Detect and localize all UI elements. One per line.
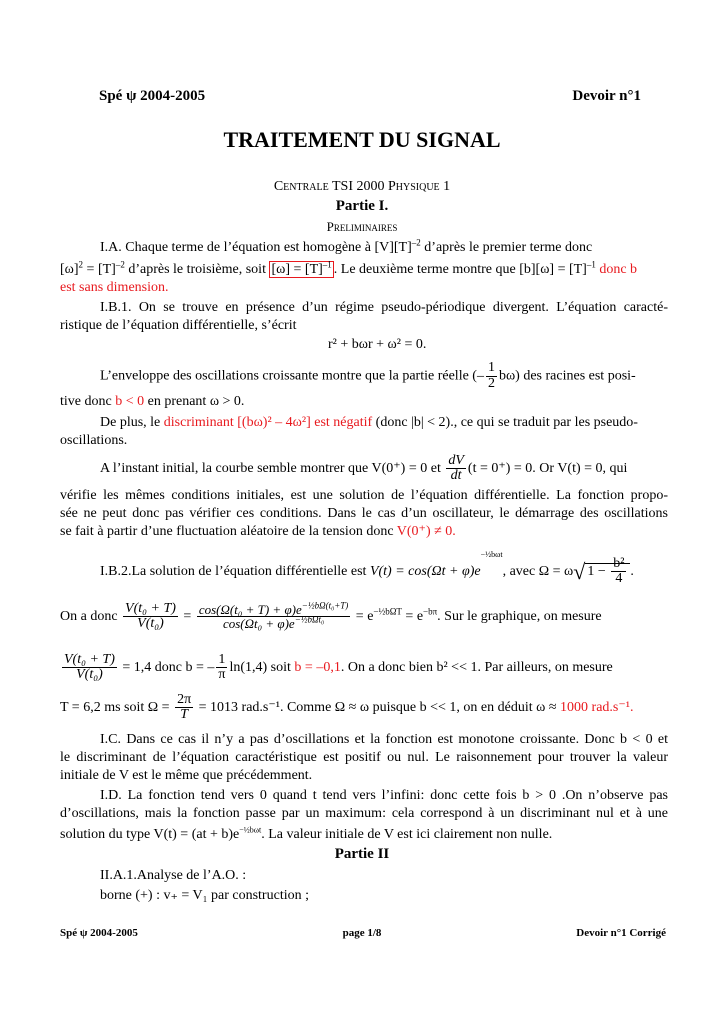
footer-left: Spé ψ 2004-2005 xyxy=(60,927,138,939)
page-title: TRAITEMENT DU SIGNAL xyxy=(223,127,501,152)
ia-boxed-result: $[\omega] = [T]^{-1}$ xyxy=(271,259,332,277)
footer-page: page 1/8 xyxy=(342,927,382,939)
ic-line1: I.C. Dans ce cas il n’y a pas d’oscillations et la fonction est monotone croissante. Donc b < 0 et xyxy=(100,732,668,747)
id-line1: I.D. La fonction tend vers 0 quand t tend vers l’infini: donc cette fois b > 0 .On n’observe pas xyxy=(100,788,668,803)
ib1-line7: A l’instant initial, la courbe semble montrer que V(0⁺) = 0 et $\frac{dV}{dt}$ (t = 0⁺) = 0. Or V(t) = 0, qui xyxy=(100,452,628,484)
ic-line2: le discriminant de l’équation caractéristique est positif ou nul. Le raisonnement pour trouver la valeur xyxy=(60,750,668,765)
ia-line1: I.A. Chaque terme de l’équation est homogène à $[V][T]^{-2}$ d’après le premier terme donc xyxy=(100,237,593,255)
preliminaires-heading: Preliminaires xyxy=(326,219,398,234)
iia-line2: borne (+) : v₊ = V₁ par construction ; xyxy=(100,888,309,903)
ib2-line2: On a donc $\frac{\text{V(t₀ + T)}}{\text{V(t₀)}}$ = $\frac{\cos(\Omega(t_0 + T) + \varphi)e^{-\frac{1}{2}b\Omega(t_0+T)}}{\cos(\Omega t_0 + \varphi)e^{-\frac{1}{2}b\Omega t_0}}$ = $e^{-\frac{1}{2}b\Omega T} = e^{-b\pi}$. Sur le graphique, on mesure xyxy=(60,600,602,632)
id-line3: solution du type $V(t) = (at + b)e^{-\frac{1}{2}b\omega t}$. La valeur initiale de V est ici clairement non nulle. xyxy=(60,825,553,842)
ib1-line8: vérifie les mêmes conditions initiales, est une solution de l’équation différentielle. La fonction propo- xyxy=(60,488,668,503)
header-left: Spé ψ 2004-2005 xyxy=(99,88,206,104)
ib1-line10: se fait à partir d’une fluctuation aléatoire de la tension donc V(0⁺) ≠ 0. xyxy=(60,524,456,539)
ic-line3: initiale de V est le même que précédemment. xyxy=(60,768,313,783)
iia-line1: II.A.1.Analyse de l’A.O. : xyxy=(100,868,247,883)
ib1-line4: tive donc b < 0 en prenant ω > 0. xyxy=(60,394,245,409)
ia-line3: est sans dimension. xyxy=(60,280,169,295)
footer-right: Devoir n°1 Corrigé xyxy=(576,927,666,939)
ib2-line1: I.B.2.La solution de l’équation différentielle est $V(t) = \cos(\Omega t + \varphi)e^{-\frac{1}{2}b\omega t}$, avec Ω = ω√ 1 − $\frac{\text{b²}}{4}$ . xyxy=(100,550,634,587)
header-right: Devoir n°1 xyxy=(572,88,641,104)
source-line: Centrale TSI 2000 Physique 1 xyxy=(273,179,451,194)
ib1-line5: De plus, le discriminant [(bω)² – 4ω²] est négatif (donc |b| < 2)., ce qui se traduit par les pseudo- xyxy=(100,415,638,430)
ib1-line3: L’enveloppe des oscillations croissante montre que la partie réelle (– $\frac{1}{2}$ bω) des racines est posi- xyxy=(100,360,636,391)
ib1-line2: ristique de l’équation différentielle, s’écrit xyxy=(60,318,297,333)
ib1-line9: sée ne peut donc pas vérifier ces conditions. Dans le cas d’un oscillateur, le démarrage des oscillations xyxy=(60,506,668,521)
ib2-line4: T = 6,2 ms soit Ω = $\frac{2\pi}{T}$ = 1013 rad.s⁻¹. Comme Ω ≈ ω puisque b << 1, on en déduit ω ≈ 1000 rad.s⁻¹. xyxy=(60,691,634,723)
ib1-line6: oscillations. xyxy=(60,433,128,448)
id-line2: d’oscillations, mais la fonction passe par un maximum: cela correspond à un discriminant nul et à une xyxy=(60,806,668,821)
part1-title: Partie I. xyxy=(335,198,389,214)
ia-line2: $[\omega]^2 = [T]^{-2}$ d’après le troisième, soit $[\omega] = [T]^{-1}$ . Le deuxième terme montre que $[b][\omega] = [T]^{-1}$ donc b xyxy=(60,259,638,277)
ib1-line1: I.B.1. On se trouve en présence d’un régime pseudo-périodique divergent. L’équation caracté- xyxy=(100,300,668,315)
ib1-equation: r² + bωr + ω² = 0. xyxy=(328,337,427,352)
part2-title: Partie II xyxy=(334,846,390,862)
ib2-line3: $\frac{\text{V(t₀ + T)}}{\text{V(t₀)}}$ = 1,4 donc b = – $\frac{1}{\pi}$ ln(1,4) soit b = –0,1. On a donc bien b² << 1. Par ailleurs, on mesure xyxy=(64,651,613,683)
